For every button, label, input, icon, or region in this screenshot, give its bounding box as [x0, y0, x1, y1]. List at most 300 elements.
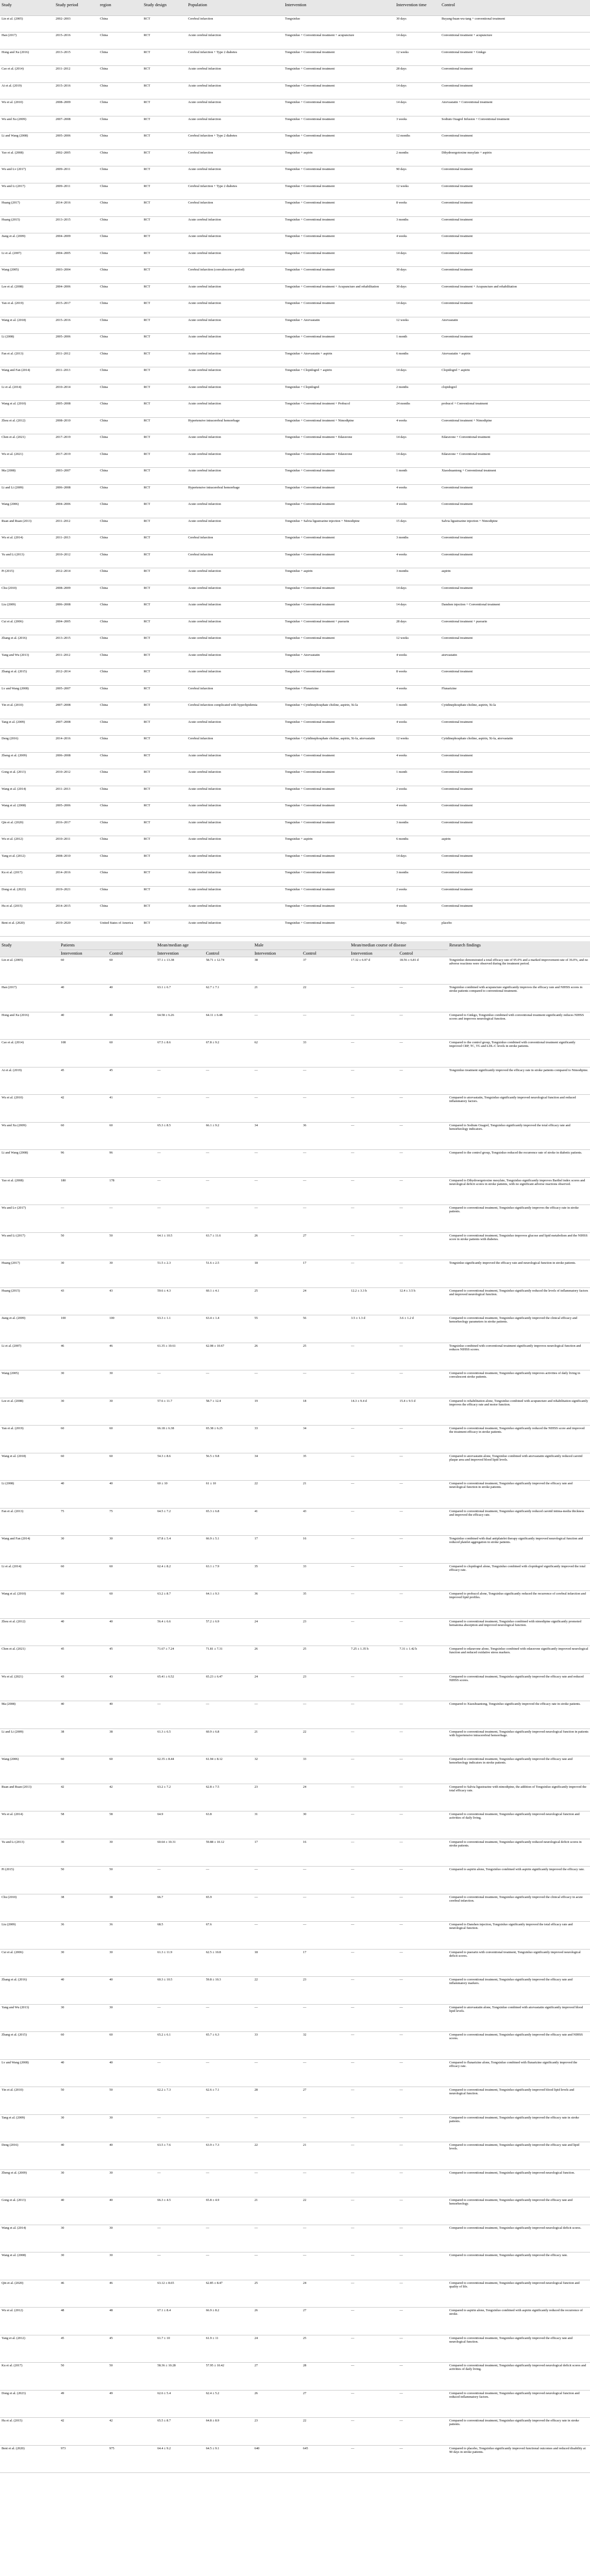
table-cell: —: [253, 1095, 301, 1123]
table-cell: —: [156, 1177, 204, 1205]
table-cell: Acute cerebral infarction: [187, 568, 283, 585]
table-cell: 14 days: [395, 99, 440, 116]
table-cell: 2008–2009: [54, 99, 98, 116]
table-cell: Tongxinluo significantly improved the efficacy rate and neurological function in stroke patients.: [448, 1260, 590, 1288]
table-row: [0, 803, 590, 820]
table-row: [0, 2142, 590, 2170]
table-cell: 1 month: [395, 334, 440, 351]
table-cell: 63.1 ± 7.9: [205, 1563, 253, 1591]
table-cell: 75: [59, 1508, 108, 1536]
table-cell: 4 weeks: [395, 551, 440, 568]
table-cell: China: [98, 585, 142, 602]
table-cell: 3 weeks: [395, 116, 440, 133]
table-cell: Fan et al. (2013): [0, 350, 54, 367]
table-cell: Acute cerebral infarction: [187, 585, 283, 602]
table-cell: RCT: [142, 283, 187, 300]
table-cell: Huang (2015): [0, 216, 54, 233]
table-cell: 17: [301, 1949, 349, 1977]
table-cell: —: [398, 2308, 447, 2335]
table-cell: —: [398, 1508, 447, 1536]
table-cell: Lee et al. (2008): [0, 283, 54, 300]
table-row: [0, 652, 590, 669]
table-cell: 3 months: [395, 216, 440, 233]
table-cell: Tongxinluo + Flunarizine: [283, 685, 395, 702]
table-cell: RCT: [142, 551, 187, 568]
table-cell: Conventional treatment: [440, 250, 590, 267]
table-cell: RCT: [142, 685, 187, 702]
table-cell: Acute cerebral infarction: [187, 501, 283, 518]
table-cell: 43: [108, 1287, 156, 1315]
table-cell: 3.5 ± 1.3 d: [349, 1315, 398, 1343]
table-row: [0, 786, 590, 803]
table-cell: China: [98, 401, 142, 418]
table-cell: 28 days: [395, 618, 440, 635]
table-cell: 26: [253, 1646, 301, 1674]
table-cell: RCT: [142, 317, 187, 334]
table-cell: Zhou et al. (2012): [0, 417, 54, 434]
table-cell: RCT: [142, 886, 187, 903]
table-cell: 1 month: [395, 769, 440, 786]
table-cell: —: [349, 1508, 398, 1536]
table-row: [0, 1977, 590, 2005]
table-cell: China: [98, 903, 142, 920]
table-cell: 34: [301, 1426, 349, 1453]
table-cell: RCT: [142, 99, 187, 116]
table-cell: —: [156, 1067, 204, 1095]
table-cell: 64.11 ± 6.48: [205, 1012, 253, 1040]
table-cell: 2004–2005: [54, 618, 98, 635]
table-cell: Huang (2017): [0, 200, 54, 217]
table-cell: 4 weeks: [395, 233, 440, 250]
table-cell: 58: [59, 1811, 108, 1839]
table-cell: 38: [253, 957, 301, 985]
table-cell: Conventional treatment: [440, 803, 590, 820]
table-row: [0, 669, 590, 686]
table-cell: 17: [301, 1260, 349, 1288]
col-header: Patients: [59, 941, 156, 950]
table-cell: RCT: [142, 786, 187, 803]
table-cell: 30: [59, 1398, 108, 1426]
table-cell: 43: [301, 1508, 349, 1536]
table-cell: RCT: [142, 417, 187, 434]
table-cell: 2011–2012: [54, 652, 98, 669]
table-row: [0, 1536, 590, 1564]
table-cell: Cao et al. (2014): [0, 66, 54, 83]
table-cell: Acute cerebral infarction: [187, 903, 283, 920]
table-cell: 50: [108, 2363, 156, 2391]
table-cell: Ruan and Ruan (2013): [0, 518, 54, 535]
table-cell: 50: [108, 1867, 156, 1894]
table-cell: China: [98, 853, 142, 870]
table-cell: 30: [108, 1260, 156, 1288]
table-cell: Conventional treatment: [440, 66, 590, 83]
table-cell: Acute cerebral infarction: [187, 719, 283, 736]
table-cell: Acute cerebral infarction: [187, 384, 283, 401]
table-row: [0, 99, 590, 116]
table-row: [0, 49, 590, 66]
table-cell: 42: [108, 2418, 156, 2446]
table-cell: 25: [301, 1646, 349, 1674]
table-cell: Conventional treatment + puerarin: [440, 618, 590, 635]
table-cell: Acute cerebral infarction: [187, 32, 283, 49]
table-cell: Wang et al. (2010): [0, 401, 54, 418]
table-cell: —: [301, 2059, 349, 2087]
table-cell: 2015–2016: [54, 82, 98, 99]
table-cell: China: [98, 535, 142, 552]
table-cell: 61.94 ± 8.12: [205, 1756, 253, 1784]
table-row: [0, 2225, 590, 2252]
table-cell: —: [349, 2335, 398, 2363]
table-cell: 60: [59, 2032, 108, 2060]
table-cell: Atorvastatin: [440, 317, 590, 334]
table-cell: Hu et al. (2015): [0, 2418, 59, 2446]
table-cell: Tongxinluo + Conventional treatment: [283, 250, 395, 267]
table-cell: Tongxinluo + Conventional treatment: [283, 786, 395, 803]
table-cell: 2003–2004: [54, 267, 98, 284]
table-cell: China: [98, 82, 142, 99]
table-cell: Zhang et al. (2016): [0, 635, 54, 652]
table-cell: —: [398, 2087, 447, 2115]
table-cell: RCT: [142, 769, 187, 786]
table-cell: —: [398, 1894, 447, 1922]
table-cell: 65.3 ± 8.5: [156, 1122, 204, 1150]
table-cell: Tongxinluo + Clopidogrel + aspirin: [283, 367, 395, 384]
table-cell: Cerebral infarction: [187, 149, 283, 166]
table-cell: Wang et al. (2014): [0, 2225, 59, 2252]
table-cell: China: [98, 484, 142, 501]
table-cell: —: [398, 2059, 447, 2087]
table-cell: —: [205, 1867, 253, 1894]
table-cell: Compared to conventional treatment, Tongxinluo significantly improved neurological deficit scores.: [448, 2225, 590, 2252]
table-cell: Conventional treatment: [440, 886, 590, 903]
table-cell: Fan et al. (2013): [0, 1508, 59, 1536]
table-cell: 21: [301, 1481, 349, 1509]
table-cell: Compared to atorvastatin alone, Tongxinluo combined with atorvastatin significantly reduced carotid plaque area and improved blood lipid levels.: [448, 1453, 590, 1481]
table-cell: Buyang-huan-wu-tang + conventional treatment: [440, 15, 590, 32]
table-cell: Conventional treatment + Ginkgo: [440, 49, 590, 66]
table-cell: Tongxinluo + Conventional treatment: [283, 752, 395, 769]
col-header: Mean/median course of disease: [349, 941, 448, 950]
table-cell: RCT: [142, 434, 187, 451]
table-cell: 2002–2003: [54, 15, 98, 32]
table-cell: Tongxinluo + aspirin: [283, 836, 395, 853]
table-cell: 30: [59, 2170, 108, 2197]
table-cell: —: [349, 2114, 398, 2142]
table-cell: 66.9 ± 5.1: [205, 1536, 253, 1564]
table-cell: —: [349, 2308, 398, 2335]
table-cell: 2 weeks: [395, 886, 440, 903]
table-cell: —: [398, 2170, 447, 2197]
table-cell: 63.8: [205, 1811, 253, 1839]
table-cell: Conventional treatment: [440, 82, 590, 99]
table-cell: 65.41 ± 6.52: [156, 1673, 204, 1701]
table-cell: 14 days: [395, 82, 440, 99]
table-cell: 45: [59, 2335, 108, 2363]
table-cell: 90 days: [395, 166, 440, 183]
table-cell: 30 days: [395, 283, 440, 300]
table-cell: 14 days: [395, 853, 440, 870]
table-cell: Li and Wang (2008): [0, 133, 54, 150]
table-cell: —: [349, 1618, 398, 1646]
table-cell: 56.5 ± 9.8: [205, 1453, 253, 1481]
table-cell: 33: [301, 1563, 349, 1591]
table-cell: China: [98, 719, 142, 736]
table-cell: 18.56 ± 6.81 d: [398, 957, 447, 985]
table-cell: Tongxinluo + Conventional treatment + Acupuncture and rehabilitation: [283, 283, 395, 300]
table-cell: China: [98, 133, 142, 150]
table-cell: Acute cerebral infarction: [187, 82, 283, 99]
table-cell: Yan et al. (2019): [0, 1426, 59, 1453]
table-cell: RCT: [142, 836, 187, 853]
table-cell: —: [398, 2445, 447, 2473]
table-cell: Compared to atorvastatin alone, Tongxinluo combined with atorvastatin significantly improved blood lipid levels.: [448, 2004, 590, 2032]
table-cell: 65.5 ± 8.7: [156, 2418, 204, 2446]
table-cell: 2003–2007: [54, 468, 98, 485]
col-header: Study design: [142, 0, 187, 15]
table-cell: 40: [108, 1618, 156, 1646]
table-cell: —: [349, 2280, 398, 2308]
table-cell: Chen et al. (2021): [0, 434, 54, 451]
table-cell: Wang (2006): [0, 501, 54, 518]
table-cell: 64.1 ± 9.3: [205, 1591, 253, 1619]
table-cell: China: [98, 568, 142, 585]
table-row: [0, 2087, 590, 2115]
table-cell: —: [301, 2004, 349, 2032]
table-cell: Compared to conventional treatment, Tongxinluo significantly improved the clinical efficacy and hemorheology parameters in stroke patients.: [448, 1315, 590, 1343]
table-cell: China: [98, 166, 142, 183]
table-cell: —: [349, 1012, 398, 1040]
table-cell: 3.6 ± 1.2 d: [398, 1315, 447, 1343]
table-cell: Conventional treatment: [440, 535, 590, 552]
table-cell: 38: [108, 1894, 156, 1922]
table-row: [0, 602, 590, 619]
table-cell: Compared to conventional treatment, Tongxinluo significantly improved the efficacy rate and inflammatory markers.: [448, 1977, 590, 2005]
table-cell: 90 days: [395, 920, 440, 937]
table-cell: 12 months: [395, 133, 440, 150]
table-cell: Tongxinluo treatment significantly improved the efficacy rate in stroke patients compared to Nimodipine.: [448, 1067, 590, 1095]
table-cell: RCT: [142, 635, 187, 652]
table-cell: Qin et al. (2020): [0, 2280, 59, 2308]
table-cell: Tongxinluo + Conventional treatment: [283, 166, 395, 183]
col-header: Intervention: [283, 0, 395, 15]
table-row: [0, 702, 590, 719]
table-cell: 21: [253, 985, 301, 1012]
table-row: [0, 1095, 590, 1123]
table-cell: —: [398, 1260, 447, 1288]
table-cell: —: [253, 2252, 301, 2280]
table-cell: 1 month: [395, 468, 440, 485]
table-cell: Tongxinluo + Conventional treatment: [283, 819, 395, 836]
table-cell: —: [349, 1370, 398, 1398]
table-cell: 14 days: [395, 367, 440, 384]
table-row: [0, 350, 590, 367]
table-row: [0, 1811, 590, 1839]
table-cell: 65.7 ± 6.3: [205, 2032, 253, 2060]
table-cell: Yin et al. (2010): [0, 702, 54, 719]
table-cell: Hypertensive intracerebral hemorrhage: [187, 417, 283, 434]
table-cell: United States of America: [98, 920, 142, 937]
table-cell: Acute cerebral infarction: [187, 602, 283, 619]
table-cell: —: [398, 1811, 447, 1839]
table-cell: Ma (2008): [0, 1701, 59, 1729]
table-cell: 40: [108, 2059, 156, 2087]
table-cell: —: [398, 985, 447, 1012]
table-cell: 35: [301, 1591, 349, 1619]
table-cell: 7.25 ± 1.35 h: [349, 1646, 398, 1674]
table-cell: 27: [301, 2390, 349, 2418]
table-cell: —: [301, 1067, 349, 1095]
table-cell: 24: [253, 1618, 301, 1646]
table-cell: 32: [253, 1756, 301, 1784]
table-cell: Tongxinluo combined with dual antiplatelet therapy significantly improved neurological function and reduced platelet aggregation in stroke patients.: [448, 1536, 590, 1564]
table-cell: 2004–2009: [54, 233, 98, 250]
table-cell: Wu and Xu (2009): [0, 1122, 59, 1150]
table-cell: 61.3 ± 6.5: [156, 1728, 204, 1756]
table-cell: —: [349, 1122, 398, 1150]
table-cell: RCT: [142, 602, 187, 619]
table-cell: —: [156, 2170, 204, 2197]
table-cell: 2005–2006: [54, 803, 98, 820]
table-row: [0, 484, 590, 501]
table-row: [0, 116, 590, 133]
table-cell: —: [398, 1977, 447, 2005]
table-cell: Yao et al. (2008): [0, 149, 54, 166]
table-cell: RCT: [142, 669, 187, 686]
table-row: [0, 1260, 590, 1288]
table-cell: Compared to conventional treatment, Tongxinluo significantly improved the efficacy rate and hemorheology indicators in stroke patients.: [448, 1756, 590, 1784]
table-cell: Cui et al. (2006): [0, 618, 54, 635]
table-cell: —: [349, 1536, 398, 1564]
table-cell: Ai et al. (2019): [0, 82, 54, 99]
table-cell: 35: [301, 1453, 349, 1481]
table-row: [0, 1508, 590, 1536]
table-cell: 60: [108, 2032, 156, 2060]
table-cell: 30: [59, 2114, 108, 2142]
table-cell: 2 weeks: [395, 786, 440, 803]
table-cell: Conventional treatment: [440, 635, 590, 652]
table-cell: —: [205, 1370, 253, 1398]
table-cell: —: [253, 1205, 301, 1233]
table-cell: 55: [253, 1315, 301, 1343]
table-cell: —: [349, 1067, 398, 1095]
table-cell: 60: [59, 1591, 108, 1619]
table-cell: Compared to conventional treatment, Tongxinluo significantly reduced the NIHSS score and improved the treatment efficacy in stroke patients.: [448, 1426, 590, 1453]
table-cell: 40: [59, 1977, 108, 2005]
table-cell: Deng (2016): [0, 2142, 59, 2170]
table1-header-row: [0, 0, 590, 15]
col-header: Population: [187, 0, 283, 15]
table-cell: 40: [59, 2059, 108, 2087]
table-cell: 24: [301, 1287, 349, 1315]
table2-header-row: [0, 941, 590, 950]
table-cell: 67.5 ± 8.6: [156, 1040, 204, 1067]
table-cell: Tongxinluo + Conventional treatment: [283, 233, 395, 250]
table-cell: —: [398, 1095, 447, 1123]
table-cell: Acute cerebral infarction: [187, 283, 283, 300]
table-cell: —: [205, 1095, 253, 1123]
table-cell: Tongxinluo + aspirin: [283, 568, 395, 585]
table-row: [0, 1618, 590, 1646]
table-cell: 71.81 ± 7.31: [205, 1646, 253, 1674]
table-cell: China: [98, 870, 142, 887]
table-cell: Pi (2015): [0, 568, 54, 585]
table-cell: atorvastatin: [440, 652, 590, 669]
table-cell: China: [98, 149, 142, 166]
table-cell: 12 weeks: [395, 49, 440, 66]
table-cell: 2019–2020: [54, 920, 98, 937]
table-cell: Tongxinluo + Conventional treatment + Probucol: [283, 401, 395, 418]
table-cell: —: [398, 1867, 447, 1894]
table-cell: China: [98, 99, 142, 116]
table-cell: Compared to Dihydroergotoxine mesylate, Tongxinluo significantly improves Barthel index scores and neurological deficit scores in stroke patients, with no significant adverse reactions observed.: [448, 1177, 590, 1205]
table-cell: Tongxinluo: [283, 15, 395, 32]
table-cell: Wu and Xu (2009): [0, 116, 54, 133]
table-cell: Wu et al. (2012): [0, 836, 54, 853]
table-cell: 2 months: [395, 384, 440, 401]
table-row: [0, 1067, 590, 1095]
table-cell: 30: [59, 1839, 108, 1867]
table-cell: Dihydroergotoxine mesylate + aspirin: [440, 149, 590, 166]
table-cell: Ai et al. (2019): [0, 1067, 59, 1095]
table-row: [0, 1591, 590, 1619]
table-cell: 45: [108, 1646, 156, 1674]
col-header: Study: [0, 941, 59, 957]
table-cell: 62.8 ± 7.5: [205, 1784, 253, 1811]
table-row: [0, 853, 590, 870]
table-cell: 67.8 ± 9.2: [205, 1040, 253, 1067]
table-cell: —: [349, 2142, 398, 2170]
table-cell: Yin et al. (2010): [0, 2087, 59, 2115]
table-cell: China: [98, 803, 142, 820]
table-cell: Acute cerebral infarction: [187, 250, 283, 267]
table-cell: 27: [301, 2087, 349, 2115]
table-cell: 30: [59, 1370, 108, 1398]
table-cell: Lv and Wang (2008): [0, 685, 54, 702]
table-cell: 14 days: [395, 602, 440, 619]
table-cell: RCT: [142, 66, 187, 83]
table-cell: —: [398, 1067, 447, 1095]
subheader-intervention: Intervention: [349, 950, 398, 957]
table-cell: 645: [301, 2445, 349, 2473]
table-row: [0, 434, 590, 451]
table-cell: 100: [108, 1315, 156, 1343]
table-row: [0, 836, 590, 853]
table-cell: China: [98, 669, 142, 686]
table-cell: 51.5 ± 2.3: [156, 1260, 204, 1288]
table-cell: 12 weeks: [395, 635, 440, 652]
table-cell: —: [205, 1150, 253, 1178]
table-cell: 30: [108, 2225, 156, 2252]
table-cell: 41: [108, 1095, 156, 1123]
table-cell: 48: [59, 2308, 108, 2335]
table-cell: Conventional treatment: [440, 300, 590, 317]
table-cell: 61.7 ± 10: [156, 2335, 204, 2363]
table-cell: Zhang et al. (2015): [0, 669, 54, 686]
table-cell: aspirin: [440, 836, 590, 853]
table-cell: 33: [301, 1040, 349, 1067]
table-cell: Ku et al. (2017): [0, 870, 54, 887]
table-cell: Li (2008): [0, 1481, 59, 1509]
table-cell: —: [398, 1343, 447, 1370]
table-cell: 4 weeks: [395, 903, 440, 920]
table-cell: China: [98, 66, 142, 83]
table-row: [0, 183, 590, 200]
table-cell: 30: [59, 2004, 108, 2032]
table-row: [0, 149, 590, 166]
table-cell: Conventional treatment: [440, 853, 590, 870]
table-cell: 65.8 ± 4.9: [205, 2197, 253, 2225]
table-cell: Compared to conventional treatment, Tongxinluo significantly improved neurological function and activities of daily living.: [448, 1811, 590, 1839]
